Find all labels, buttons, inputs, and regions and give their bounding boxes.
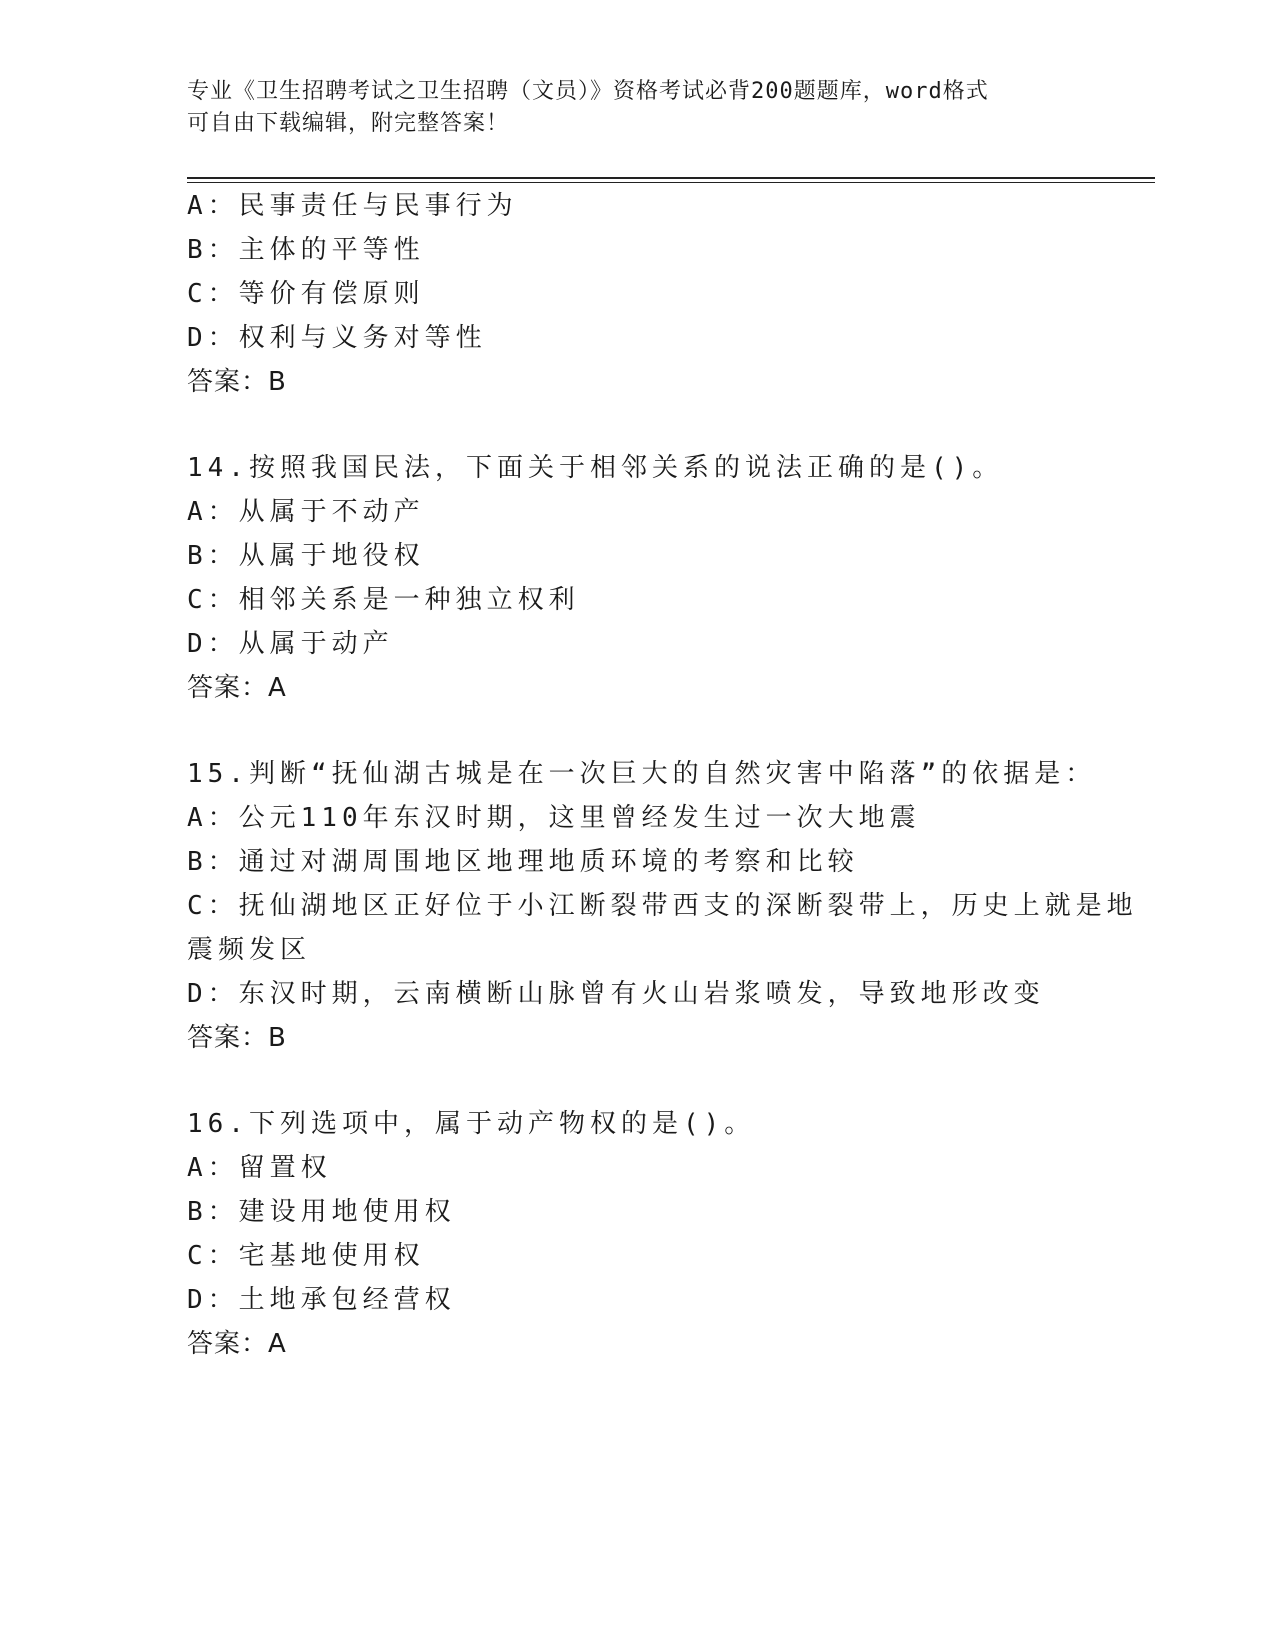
header-line-1: 专业《卫生招聘考试之卫生招聘（文员）》资格考试必背200题题库，word格式 [187, 79, 989, 104]
q15-answer: 答案：B [187, 1023, 287, 1053]
q13-option-d: D：权利与义务对等性 [187, 323, 487, 353]
q16-stem: 16.下列选项中，属于动产物权的是()。 [187, 1109, 756, 1139]
q16-option-b: B：建设用地使用权 [187, 1197, 456, 1227]
q14-option-c: C：相邻关系是一种独立权利 [187, 585, 580, 615]
q16-option-d: D：土地承包经营权 [187, 1285, 456, 1315]
header-divider-thin [187, 182, 1155, 183]
q13-option-a: A：民事责任与民事行为 [187, 191, 518, 221]
q14-option-a: A：从属于不动产 [187, 497, 425, 527]
q15-option-c-line1: C：抚仙湖地区正好位于小江断裂带西支的深断裂带上，历史上就是地 [187, 891, 1138, 921]
q15-option-c-line2: 震频发区 [187, 935, 312, 965]
q13-option-b: B：主体的平等性 [187, 235, 425, 265]
q16-answer: 答案：A [187, 1329, 287, 1359]
q13-option-c: C：等价有偿原则 [187, 279, 425, 309]
q14-stem: 14.按照我国民法，下面关于相邻关系的说法正确的是()。 [187, 453, 1004, 483]
q14-option-b: B：从属于地役权 [187, 541, 425, 571]
q14-answer: 答案：A [187, 673, 287, 703]
q15-option-b: B：通过对湖周围地区地理地质环境的考察和比较 [187, 847, 859, 877]
q14-option-d: D：从属于动产 [187, 629, 394, 659]
q16-option-a: A：留置权 [187, 1153, 332, 1183]
q16-option-c: C：宅基地使用权 [187, 1241, 425, 1271]
document-header [187, 76, 1087, 140]
q15-stem: 15.判断“抚仙湖古城是在一次巨大的自然灾害中陷落”的依据是： [187, 759, 1097, 789]
q15-option-a: A：公元110年东汉时期，这里曾经发生过一次大地震 [187, 803, 921, 833]
header-line-2: 可自由下载编辑，附完整答案！ [187, 111, 510, 136]
header-divider-thick [187, 177, 1155, 179]
q15-option-d: D：东汉时期，云南横断山脉曾有火山岩浆喷发，导致地形改变 [187, 979, 1045, 1009]
q13-answer: 答案：B [187, 367, 287, 397]
